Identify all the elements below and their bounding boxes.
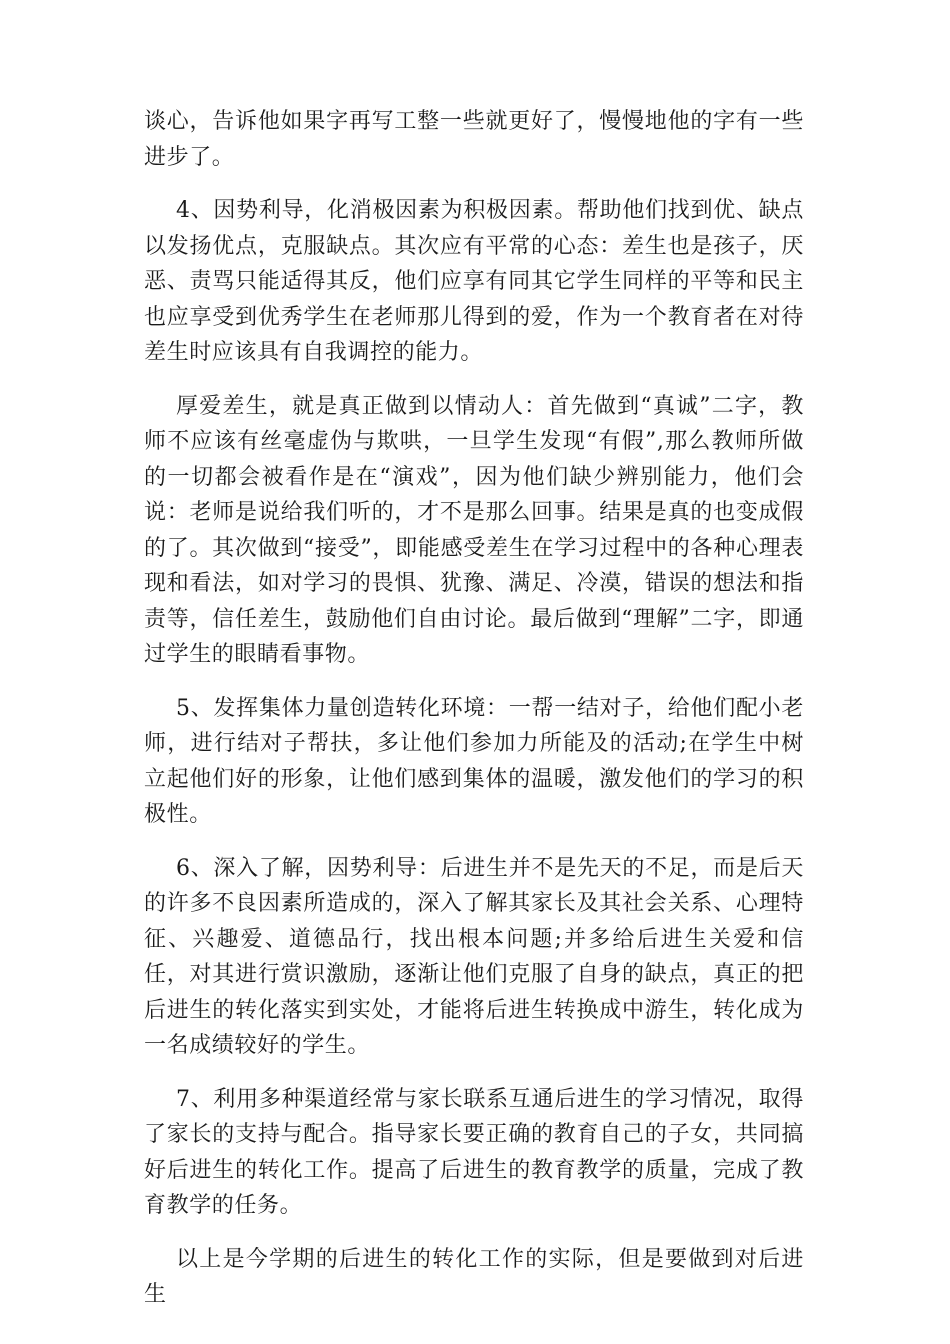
paragraph-love-students: 厚爱差生，就是真正做到以情动人：首先做到“真诚”二字，教师不应该有丝毫虚伪与欺哄，一旦学生发现“有假”,那么教师所做的一切都会被看作是在“演戏”，因为他们缺少辨别能力，他们会说：老师是说给我们听的，才不是那么回事。结果是真的也变成假的了。其次做到“接受”，即能感受差生在学习过程中的各种心理表现和看法，如对学习的畏惧、犹豫、满足、冷漠，错误的想法和指责等，信任差生，鼓励他们自由讨论。最后做到“理解”二字，即通过学生的眼睛看事物。	[144, 393, 804, 667]
paragraph-summary: 以上是今学期的后进生的转化工作的实际，但是要做到对后进生	[144, 1246, 804, 1307]
document-body	[144, 104, 804, 1331]
paragraph-continuation: 谈心，告诉他如果字再写工整一些就更好了，慢慢地他的字有一些进步了。	[144, 109, 804, 170]
paragraph-item-7: 7、利用多种渠道经常与家长联系互通后进生的学习情况，取得了家长的支持与配合。指导家长要正确的教育自己的子女，共同搞好后进生的转化工作。提高了后进生的教育教学的质量，完成了教育教学的任务。	[144, 1086, 804, 1218]
paragraph-item-5: 5、发挥集体力量创造转化环境：一帮一结对子，给他们配小老师，进行结对子帮扶，多让他们参加力所能及的活动;在学生中树立起他们好的形象，让他们感到集体的温暖，激发他们的学习的积极性。	[144, 695, 804, 827]
paragraph-item-6: 6、深入了解，因势利导：后进生并不是先天的不足，而是后天的许多不良因素所造成的，深入了解其家长及其社会关系、心理特征、兴趣爱、道德品行，找出根本问题;并多给后进生关爱和信任，对其进行赏识激励，逐渐让他们克服了自身的缺点，真正的把后进生的转化落实到实处，才能将后进生转换成中游生，转化成为一名成绩较好的学生。	[144, 855, 804, 1058]
paragraph-item-4: 4、因势利导，化消极因素为积极因素。帮助他们找到优、缺点以发扬优点，克服缺点。其次应有平常的心态：差生也是孩子，厌恶、责骂只能适得其反，他们应享有同其它学生同样的平等和民主也应享受到优秀学生在老师那儿得到的爱，作为一个教育者在对待差生时应该具有自我调控的能力。	[144, 198, 804, 365]
